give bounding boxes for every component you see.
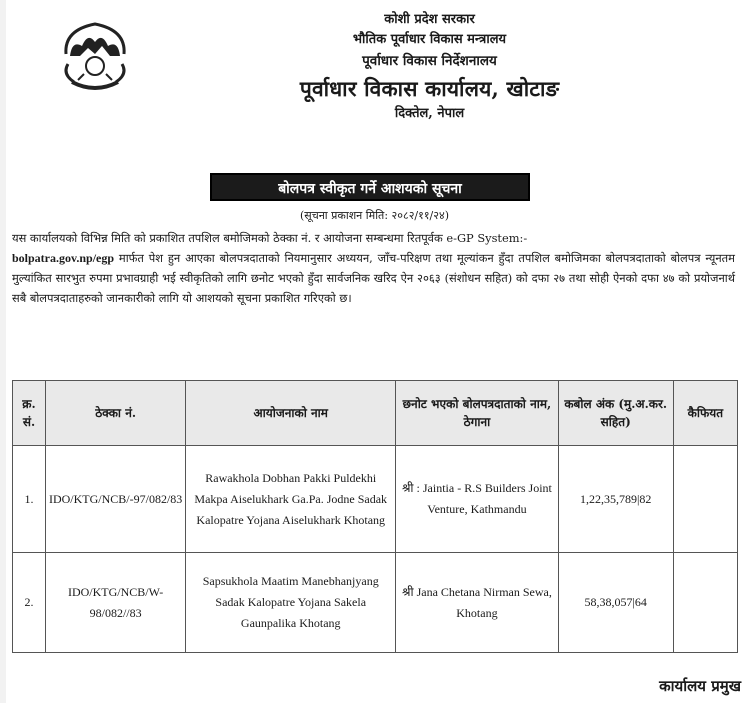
table-header-row [13,381,738,446]
cell-project-name: Rawakhola Dobhan Pakki Puldekhi Makpa Aiselukhark Ga.Pa. Jodne Sadak Kalopatre Yojana Aiselukhark Khotang [186,446,396,553]
cell-contract-no: IDO/KTG/NCB/W-98/082//83 [45,553,185,653]
cell-bid-amount: 58,38,057|64 [558,553,673,653]
office-name: पूर्वाधार विकास कार्यालय, खोटाङ [299,76,560,101]
header-remarks: कैफियत [673,381,737,446]
notice-paragraph [12,228,735,308]
cell-project-name: Sapsukhola Maatim Manebhanjyang Sadak Kalopatre Yojana Sakela Gaunpalika Khotang [186,553,396,653]
header-bid-amount: कबोल अंक (मु.अ.कर. सहित) [558,381,673,446]
header-contract-no: ठेक्का नं. [45,381,185,446]
letterhead [130,8,729,124]
contracts-table [12,380,738,653]
table-row [13,446,738,553]
provincial-government: कोशी प्रदेश सरकार [384,12,475,27]
ministry-name: भौतिक पूर्वाधार विकास मन्त्रालय [352,32,507,47]
directorate-name: पूर्वाधार विकास निर्देशनालय [362,53,497,69]
egp-url: bolpatra.gov.np/egp [12,251,115,265]
scan-edge [0,0,6,703]
cell-contract-no: IDO/KTG/NCB/-97/082/83 [45,446,185,553]
signature-office-head: कार्यालय प्रमुख [659,677,741,695]
cell-bidder: श्री : Jaintia - R.S Builders Joint Venture, Kathmandu [396,446,559,553]
cell-sn: 2. [13,553,46,653]
cell-bidder: श्री Jana Chetana Nirman Sewa, Khotang [396,553,559,653]
office-location: दिक्तेल, नेपाल [394,106,465,121]
table-row [13,553,738,653]
paragraph-text-end: मार्फत पेश हुन आएका बोलपत्रदाताको नियमानुसार अध्ययन, जाँच-परिक्षण तथा मूल्यांकन हुँदा तपशिल बमोजिमका बोलपत्रदाताको बोलपत्र न्यूनतम मुल्यांकित सारभुत रुपमा प्रभावग्राही भई स्वीकृतिको लागि छनोट भएको हुँदा सार्वजनिक खरिद ऐन २०६३ (संशोधन सहित) को दफा २७ तथा सोही ऐनको दफा ४७ को प्रयोजनार्थ सबै बोलपत्रदाताहरुको जानकारीको लागि यो आशयको सूचना प्रकाशित गरिएको छ। [12,251,735,305]
cell-sn: 1. [13,446,46,553]
paragraph-text-start: यस कार्यालयको विभिन्न मिति को प्रकाशित तपशिल बमोजिमको ठेक्का नं. र आयोजना सम्बन्धमा रितपूर्वक e-GP System:- [12,231,528,245]
publish-date: (सूचना प्रकाशन मिति: २०८२/११/२४) [299,209,449,222]
cell-bid-amount: 1,22,35,789|82 [558,446,673,553]
header-sn: क्र. सं. [13,381,46,446]
header-project-name: आयोजनाको नाम [186,381,396,446]
cell-remarks [673,553,737,653]
notice-title-banner: बोलपत्र स्वीकृत गर्ने आशयको सूचना [210,173,530,201]
header-bidder: छनोट भएको बोलपत्रदाताको नाम, ठेगाना [396,381,559,446]
nepal-emblem-icon [58,20,132,92]
cell-remarks [673,446,737,553]
